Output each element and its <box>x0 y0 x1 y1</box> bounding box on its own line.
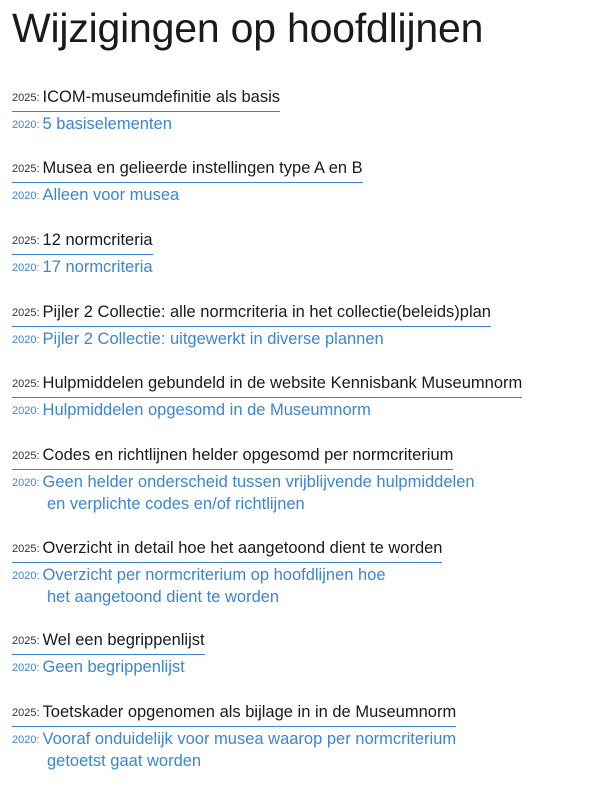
change-item <box>12 702 456 772</box>
change-2025-text: Overzicht in detail hoe het aangetoond dient te worden <box>42 539 443 557</box>
change-2020-row <box>12 114 280 136</box>
change-item <box>12 630 205 679</box>
change-2020-text: Hulpmiddelen opgesomd in de Museumnorm <box>42 401 371 419</box>
change-2025-text: Hulpmiddelen gebundeld in de website Kennisbank Museumnorm <box>42 374 523 392</box>
change-2020-text: 5 basiselementen <box>42 115 172 133</box>
change-item <box>12 538 442 608</box>
change-2020-text: Alleen voor musea <box>42 186 180 204</box>
change-2020-text: Pijler 2 Collectie: uitgewerkt in diverse plannen <box>42 330 384 348</box>
year-label-2020: 2020: <box>12 262 40 274</box>
year-label-2025: 2025: <box>12 450 40 462</box>
change-2020-row <box>12 657 205 679</box>
year-label-2020: 2020: <box>12 119 40 131</box>
year-label-2025: 2025: <box>12 307 40 319</box>
change-2025-text: Codes en richtlijnen helder opgesomd per normcriterium <box>42 446 454 464</box>
year-label-2025: 2025: <box>12 543 40 555</box>
change-item <box>12 158 363 207</box>
change-2020-text: Geen begrippenlijst <box>42 658 185 676</box>
change-2020-row <box>12 257 153 279</box>
change-2025-text: Toetskader opgenomen als bijlage in in de Museumnorm <box>42 703 457 721</box>
change-2025-text: Musea en gelieerde instellingen type A en B <box>42 159 363 177</box>
change-2025-row <box>12 373 522 398</box>
year-label-2020: 2020: <box>12 734 40 746</box>
year-label-2020: 2020: <box>12 405 40 417</box>
year-label-2025: 2025: <box>12 163 40 175</box>
change-2025-row <box>12 158 363 183</box>
change-2025-text: Pijler 2 Collectie: alle normcriteria in het collectie(beleids)plan <box>42 303 491 321</box>
year-label-2020: 2020: <box>12 477 40 489</box>
year-label-2025: 2025: <box>12 635 40 647</box>
change-2020-row <box>12 329 491 351</box>
change-2020-row <box>12 729 456 751</box>
change-item <box>12 302 491 351</box>
change-2025-text: 12 normcriteria <box>42 231 153 249</box>
change-2025-text: ICOM-museumdefinitie als basis <box>42 88 281 106</box>
change-2025-row <box>12 538 442 563</box>
change-2020-text-continued: het aangetoond dient te worden <box>47 588 280 606</box>
change-2020-text: 17 normcriteria <box>42 258 153 276</box>
change-item <box>12 87 280 136</box>
change-2025-row <box>12 302 491 327</box>
year-label-2020: 2020: <box>12 190 40 202</box>
change-item <box>12 445 475 515</box>
change-2025-row <box>12 702 456 727</box>
year-label-2025: 2025: <box>12 707 40 719</box>
change-2020-text: Vooraf onduidelijk voor musea waarop per normcriterium <box>42 730 457 748</box>
change-2020-text: Overzicht per normcriterium op hoofdlijnen hoe <box>42 566 386 584</box>
year-label-2020: 2020: <box>12 662 40 674</box>
year-label-2025: 2025: <box>12 378 40 390</box>
change-2020-text: Geen helder onderscheid tussen vrijblijvende hulpmiddelen <box>42 473 475 491</box>
change-item <box>12 230 153 279</box>
page-title: Wijzigingen op hoofdlijnen <box>12 5 484 51</box>
year-label-2020: 2020: <box>12 334 40 346</box>
change-2020-text-continued: en verplichte codes en/of richtlijnen <box>47 495 305 513</box>
change-2025-row <box>12 445 453 470</box>
change-item <box>12 373 522 422</box>
change-2025-row <box>12 87 280 112</box>
change-2020-row <box>12 565 442 587</box>
change-2025-row <box>12 630 205 655</box>
change-2020-row <box>12 185 363 207</box>
change-2025-row <box>12 230 153 255</box>
year-label-2020: 2020: <box>12 570 40 582</box>
change-2020-row <box>12 400 522 422</box>
year-label-2025: 2025: <box>12 235 40 247</box>
change-2025-text: Wel een begrippenlijst <box>42 631 205 649</box>
change-2020-row <box>12 472 475 494</box>
change-2020-text-continued: getoetst gaat worden <box>47 752 202 770</box>
year-label-2025: 2025: <box>12 92 40 104</box>
